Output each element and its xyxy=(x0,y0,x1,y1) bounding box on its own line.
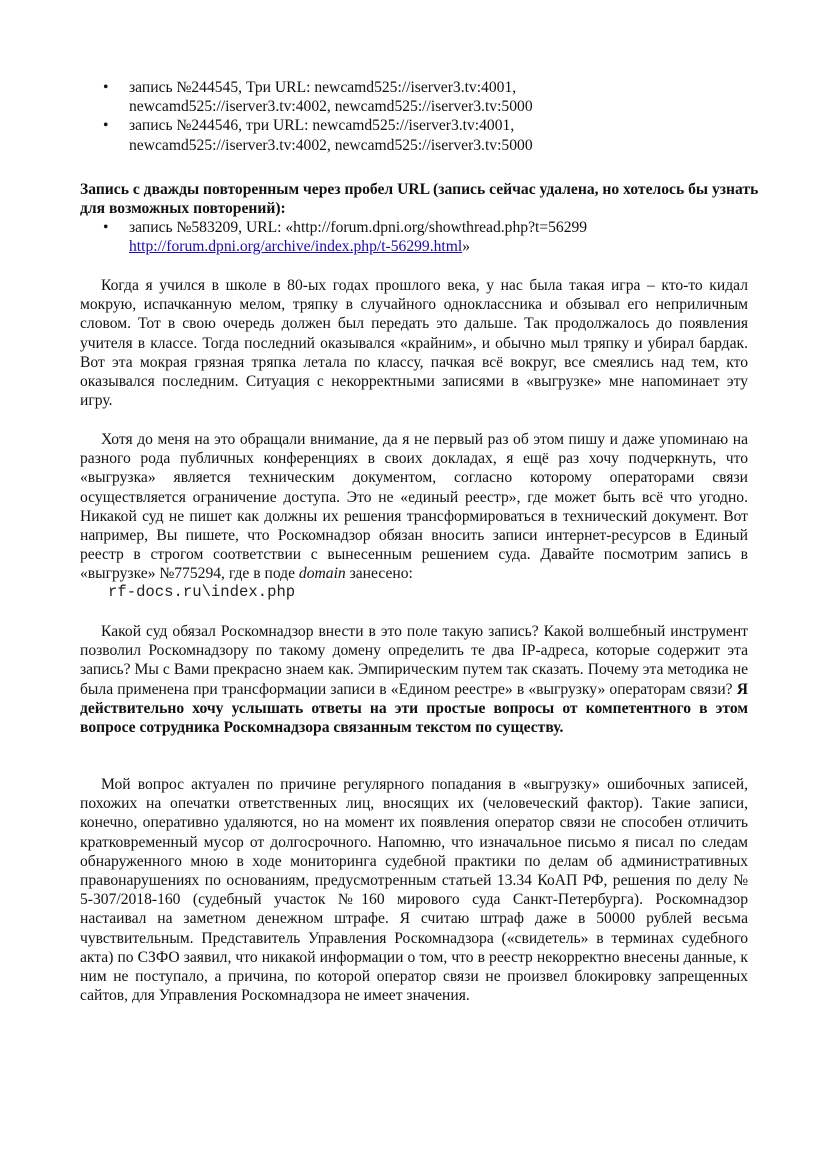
bold-request: Я действительно хочу услышать ответы на эти простые вопросы от компетентного в этом вопросе сотрудника Роскомнадзора связанным текстом по существу. xyxy=(80,680,748,737)
list-item-line: запись №244546, три URL: newcamd525://iserver3.tv:4001, xyxy=(129,117,515,135)
list-item xyxy=(80,78,760,116)
paragraph-school-game: Когда я учился в школе в 80-ых годах прошлого века, у нас была такая игра – кто-то кидал мокрую, испачканную мелом, тряпку в случайного одноклассника и обзывал его неприличным словом. Тот в свою очередь должен был передать это дальше. Так продолжалось до появления учителя в классе. Тогда последний оказывался «крайним», и обычно мыл тряпку и убирал бардак. Вот эта мокрая грязная тряпка летала по классу, пачкая всё вокруг, все смеялись над тем, кто оказывался последним. Ситуация с некорректными записями в «выгрузке» мне напоминает эту игру. xyxy=(80,277,748,410)
list-item-line: запись №583209, URL: «http://forum.dpni.org/showthread.php?t=56299 xyxy=(129,219,588,236)
closing-quote: » xyxy=(462,238,470,256)
paragraph-technical-document xyxy=(80,430,748,584)
list-item-line: запись №244545, Три URL: newcamd525://iserver3.tv:4001, xyxy=(129,79,517,96)
paragraph-text-end: занесено: xyxy=(345,565,413,583)
paragraph-relevance: Мой вопрос актуален по причине регулярного попадания в «выгрузку» ошибочных записей, похожих на опечатки ответственных лиц, вносящих их (человеческий фактор). Такие записи, конечно, оперативно удаляются, но на момент их появления оператор связи не способен отличить кратковременный мусор от долгосрочного. Напомню, что изначальное письмо я писал по следам обнаруженного мною в ходе мониторинга судебной практики по делам об административных правонарушениях по основаниям, предусмотренным статьей 13.34 КоАП РФ, решения по делу № 5-307/2018-160 (судебный участок №160 мирового суда Санкт-Петербурга). Роскомнадзор настаивал на заметном денежном штрафе. Я считаю штраф даже в 50000 рублей весьма чувствительным. Представитель Управления Роскомнадзора («свидетель» в терминах судебного акта) по СЗФО заявил, что никакой информации о том, что в реестр некорректно внесены данные, к ним не поступало, а причина, по которой оператор связи не произвел блокировку запрещенных сайтов, для Управления Роскомнадзора не имеет значения. xyxy=(80,776,748,1005)
paragraph-text: Какой суд обязал Роскомнадзор внести в это поле такую запись? Какой волшебный инструмент позволил Роскомнадзору по такому домену определить те два IP-адреса, которые содержит эта запись? Мы с Вами прекрасно знаем как. Эмпирическим путем так сказать. Почему эта методика не была применена при трансформации записи в «Едином реестре» в «выгрузку» операторам связи? xyxy=(80,623,748,698)
domain-term: domain xyxy=(298,565,346,583)
code-line: rf-docs.ru\index.php xyxy=(108,583,296,601)
list-item xyxy=(80,218,760,256)
record-list-duplicate xyxy=(80,218,760,256)
list-item xyxy=(80,116,760,154)
forum-archive-link[interactable]: http://forum.dpni.org/archive/index.php/t-56299.html xyxy=(129,238,463,256)
list-item-line: newcamd525://iserver3.tv:4002, newcamd525://iserver3.tv:5000 xyxy=(129,136,533,154)
paragraph-court-question xyxy=(80,622,748,737)
record-list-top xyxy=(80,78,760,155)
list-item-line: newcamd525://iserver3.tv:4002, newcamd525://iserver3.tv:5000 xyxy=(129,98,533,116)
section-heading: Запись с дважды повторенным через пробел URL (запись сейчас удалена, но хотелось бы узнать для возможных повторений): xyxy=(80,181,759,218)
paragraph-text: Хотя до меня на это обращали внимание, да я не первый раз об этом пишу и даже упоминаю на разного рода публичных конференциях в своих докладах, я ещё раз хочу подчеркнуть, что «выгрузка» является техническим документом, согласно которому операторами связи осуществляется ограничение доступа. Это не «единый реестр», где может быть всё что угодно. Никакой суд не пишет как должны их решения трансформироваться в технический документ. Вот например, Вы пишете, что Роскомнадзор обязан вносить записи интернет-ресурсов в Единый реестр в строгом соответствии с вынесенным решением суда. Давайте посмотрим запись в «выгрузке» №775294, где в поде xyxy=(80,431,748,583)
